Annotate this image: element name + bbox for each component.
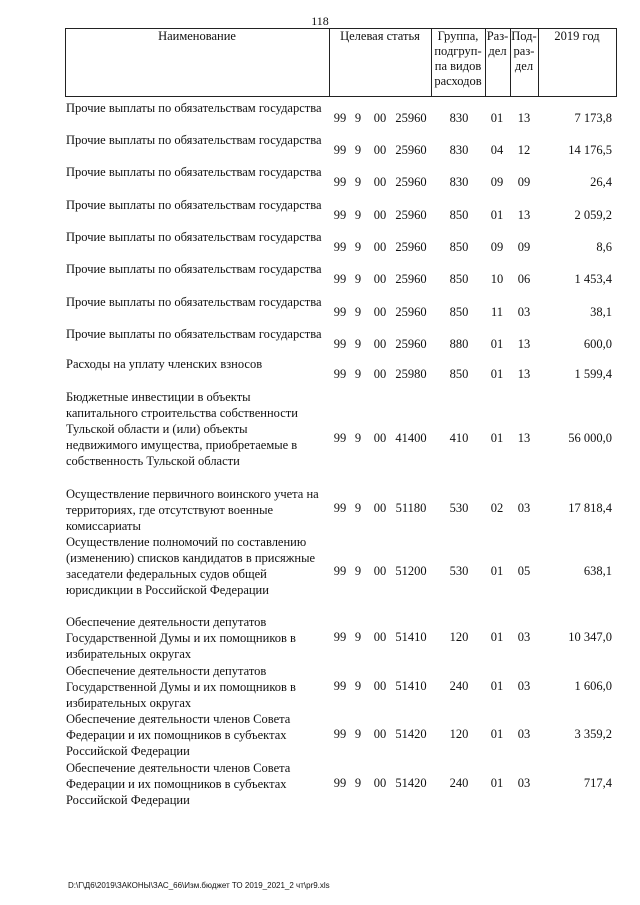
- row-name: Осуществление первичного воинского учета на территориях, где отсутствуют военные комиссариаты: [66, 487, 319, 533]
- row-name: Прочие выплаты по обязательствам государства: [66, 262, 322, 276]
- cell-razdel: 01: [490, 208, 504, 222]
- cell-sum: 3 359,2: [574, 727, 612, 741]
- cell-razdel: 09: [490, 175, 504, 189]
- row-name: Прочие выплаты по обязательствам государства: [66, 295, 322, 309]
- cell-group: 850: [449, 367, 469, 381]
- cell-target-a: 99: [333, 305, 347, 319]
- cell-target-c: 00: [373, 305, 387, 319]
- cell-group: 850: [449, 272, 469, 286]
- cell-target-a: 99: [333, 337, 347, 351]
- cell-group: 410: [449, 431, 469, 445]
- cell-group: 240: [449, 679, 469, 693]
- file-path-footer: D:\Г\Д6\2019\ЗАКОНЫ\ЗАС_66\Изм.бюджет ТО 2019_2021_2 чт\pr9.xls: [68, 881, 330, 890]
- cell-target-c: 00: [373, 143, 387, 157]
- row-name: Прочие выплаты по обязательствам государства: [66, 133, 322, 147]
- cell-group: 850: [449, 305, 469, 319]
- row-name: Бюджетные инвестиции в объекты капитального строительства собственности Тульской области и (или) объекты недвижимого имущества, приобретаемые в собственность Тульской области: [66, 390, 298, 468]
- cell-podrazdel: 05: [517, 564, 531, 578]
- table-header: [65, 28, 617, 96]
- cell-target-d: 25960: [395, 272, 427, 286]
- row-name: Прочие выплаты по обязательствам государства: [66, 101, 322, 115]
- cell-razdel: 11: [490, 305, 504, 319]
- cell-razdel: 01: [490, 564, 504, 578]
- cell-target-d: 51420: [395, 776, 427, 790]
- cell-target-c: 00: [373, 240, 387, 254]
- cell-target-a: 99: [333, 111, 347, 125]
- cell-razdel: 02: [490, 501, 504, 515]
- cell-target-b: 9: [354, 337, 362, 351]
- cell-target-c: 00: [373, 208, 387, 222]
- cell-sum: 1 453,4: [574, 272, 612, 286]
- cell-group: 830: [449, 111, 469, 125]
- cell-podrazdel: 03: [517, 776, 531, 790]
- cell-target-a: 99: [333, 501, 347, 515]
- header-podrazdel: Под- раз- дел: [511, 29, 537, 73]
- cell-target-a: 99: [333, 564, 347, 578]
- cell-sum: 638,1: [583, 564, 612, 578]
- cell-group: 880: [449, 337, 469, 351]
- cell-razdel: 01: [490, 776, 504, 790]
- cell-target-c: 00: [373, 501, 387, 515]
- cell-target-c: 00: [373, 564, 387, 578]
- cell-target-a: 99: [333, 175, 347, 189]
- cell-group: 240: [449, 776, 469, 790]
- cell-target-d: 25960: [395, 305, 427, 319]
- cell-sum: 600,0: [583, 337, 612, 351]
- cell-target-c: 00: [373, 175, 387, 189]
- row-name: Обеспечение деятельности членов Совета Федерации и их помощников в субъектах Российской Федерации: [66, 761, 291, 807]
- cell-target-a: 99: [333, 143, 347, 157]
- cell-target-b: 9: [354, 431, 362, 445]
- cell-podrazdel: 13: [517, 367, 531, 381]
- cell-razdel: 01: [490, 111, 504, 125]
- cell-sum: 7 173,8: [574, 111, 612, 125]
- header-target: Целевая статья: [340, 29, 420, 43]
- cell-target-c: 00: [373, 337, 387, 351]
- cell-target-b: 9: [354, 240, 362, 254]
- cell-podrazdel: 13: [517, 111, 531, 125]
- row-name: Прочие выплаты по обязательствам государства: [66, 230, 322, 244]
- cell-podrazdel: 13: [517, 337, 531, 351]
- cell-podrazdel: 06: [517, 272, 531, 286]
- cell-target-d: 25960: [395, 337, 427, 351]
- cell-group: 850: [449, 240, 469, 254]
- cell-sum: 17 818,4: [568, 501, 612, 515]
- row-name: Прочие выплаты по обязательствам государства: [66, 165, 322, 179]
- cell-group: 850: [449, 208, 469, 222]
- cell-target-b: 9: [354, 564, 362, 578]
- cell-target-b: 9: [354, 630, 362, 644]
- row-name: Прочие выплаты по обязательствам государства: [66, 198, 322, 212]
- cell-target-c: 00: [373, 111, 387, 125]
- cell-razdel: 10: [490, 272, 504, 286]
- cell-podrazdel: 09: [517, 175, 531, 189]
- cell-target-a: 99: [333, 272, 347, 286]
- cell-target-a: 99: [333, 776, 347, 790]
- cell-target-d: 51410: [395, 630, 427, 644]
- cell-target-d: 25980: [395, 367, 427, 381]
- cell-podrazdel: 12: [517, 143, 531, 157]
- cell-razdel: 01: [490, 431, 504, 445]
- cell-podrazdel: 03: [517, 679, 531, 693]
- cell-razdel: 04: [490, 143, 504, 157]
- row-name: Прочие выплаты по обязательствам государства: [66, 327, 322, 341]
- cell-target-d: 25960: [395, 208, 427, 222]
- cell-target-b: 9: [354, 305, 362, 319]
- cell-target-d: 25960: [395, 143, 427, 157]
- cell-group: 830: [449, 143, 469, 157]
- cell-target-c: 00: [373, 272, 387, 286]
- row-name: Обеспечение деятельности депутатов Государственной Думы и их помощников в избирательных округах: [66, 615, 296, 661]
- cell-target-c: 00: [373, 727, 387, 741]
- cell-sum: 717,4: [583, 776, 612, 790]
- cell-target-b: 9: [354, 208, 362, 222]
- cell-group: 120: [449, 727, 469, 741]
- cell-razdel: 01: [490, 630, 504, 644]
- cell-podrazdel: 09: [517, 240, 531, 254]
- cell-target-d: 25960: [395, 240, 427, 254]
- cell-target-c: 00: [373, 367, 387, 381]
- cell-podrazdel: 03: [517, 630, 531, 644]
- cell-group: 530: [449, 564, 469, 578]
- cell-group: 530: [449, 501, 469, 515]
- cell-sum: 2 059,2: [574, 208, 612, 222]
- cell-podrazdel: 03: [517, 501, 531, 515]
- cell-target-c: 00: [373, 776, 387, 790]
- cell-target-c: 00: [373, 630, 387, 644]
- cell-razdel: 01: [490, 367, 504, 381]
- cell-target-b: 9: [354, 111, 362, 125]
- cell-razdel: 01: [490, 679, 504, 693]
- cell-target-b: 9: [354, 143, 362, 157]
- cell-sum: 8,6: [596, 240, 612, 254]
- cell-target-b: 9: [354, 679, 362, 693]
- cell-group: 830: [449, 175, 469, 189]
- cell-target-c: 00: [373, 431, 387, 445]
- cell-target-b: 9: [354, 501, 362, 515]
- row-name: Обеспечение деятельности членов Совета Федерации и их помощников в субъектах Российской Федерации: [66, 712, 291, 758]
- cell-target-b: 9: [354, 367, 362, 381]
- cell-target-d: 51410: [395, 679, 427, 693]
- row-name: Расходы на уплату членских взносов: [66, 357, 263, 371]
- cell-razdel: 01: [490, 337, 504, 351]
- cell-target-b: 9: [354, 272, 362, 286]
- cell-podrazdel: 13: [517, 208, 531, 222]
- cell-target-d: 51200: [395, 564, 427, 578]
- cell-sum: 10 347,0: [568, 630, 612, 644]
- cell-sum: 1 599,4: [574, 367, 612, 381]
- cell-group: 120: [449, 630, 469, 644]
- cell-target-b: 9: [354, 776, 362, 790]
- cell-target-a: 99: [333, 679, 347, 693]
- header-name: Наименование: [158, 29, 236, 43]
- cell-target-d: 51420: [395, 727, 427, 741]
- page-number: 118: [311, 14, 329, 28]
- header-year: 2019 год: [554, 29, 600, 43]
- cell-podrazdel: 03: [517, 727, 531, 741]
- cell-podrazdel: 03: [517, 305, 531, 319]
- header-razdel: Раз- дел: [486, 29, 509, 58]
- cell-target-a: 99: [333, 367, 347, 381]
- cell-sum: 38,1: [590, 305, 612, 319]
- row-name: Обеспечение деятельности депутатов Государственной Думы и их помощников в избирательных округах: [66, 664, 296, 710]
- cell-target-a: 99: [333, 240, 347, 254]
- cell-target-a: 99: [333, 630, 347, 644]
- cell-sum: 26,4: [590, 175, 612, 189]
- cell-target-b: 9: [354, 727, 362, 741]
- cell-target-c: 00: [373, 679, 387, 693]
- row-name: Осуществление полномочий по составлению (изменению) списков кандидатов в присяжные заседатели федеральных судов общей юрисдикции в Российской Федерации: [66, 535, 316, 597]
- cell-sum: 14 176,5: [568, 143, 612, 157]
- cell-target-a: 99: [333, 208, 347, 222]
- cell-razdel: 01: [490, 727, 504, 741]
- cell-target-d: 41400: [395, 431, 427, 445]
- cell-target-d: 25960: [395, 175, 427, 189]
- cell-target-a: 99: [333, 431, 347, 445]
- cell-target-d: 25960: [395, 111, 427, 125]
- cell-sum: 1 606,0: [574, 679, 612, 693]
- cell-razdel: 09: [490, 240, 504, 254]
- header-group: Группа, подгруп- па видов расходов: [434, 29, 482, 88]
- cell-podrazdel: 13: [517, 431, 531, 445]
- cell-target-d: 51180: [395, 501, 427, 515]
- cell-target-a: 99: [333, 727, 347, 741]
- cell-sum: 56 000,0: [568, 431, 612, 445]
- cell-target-b: 9: [354, 175, 362, 189]
